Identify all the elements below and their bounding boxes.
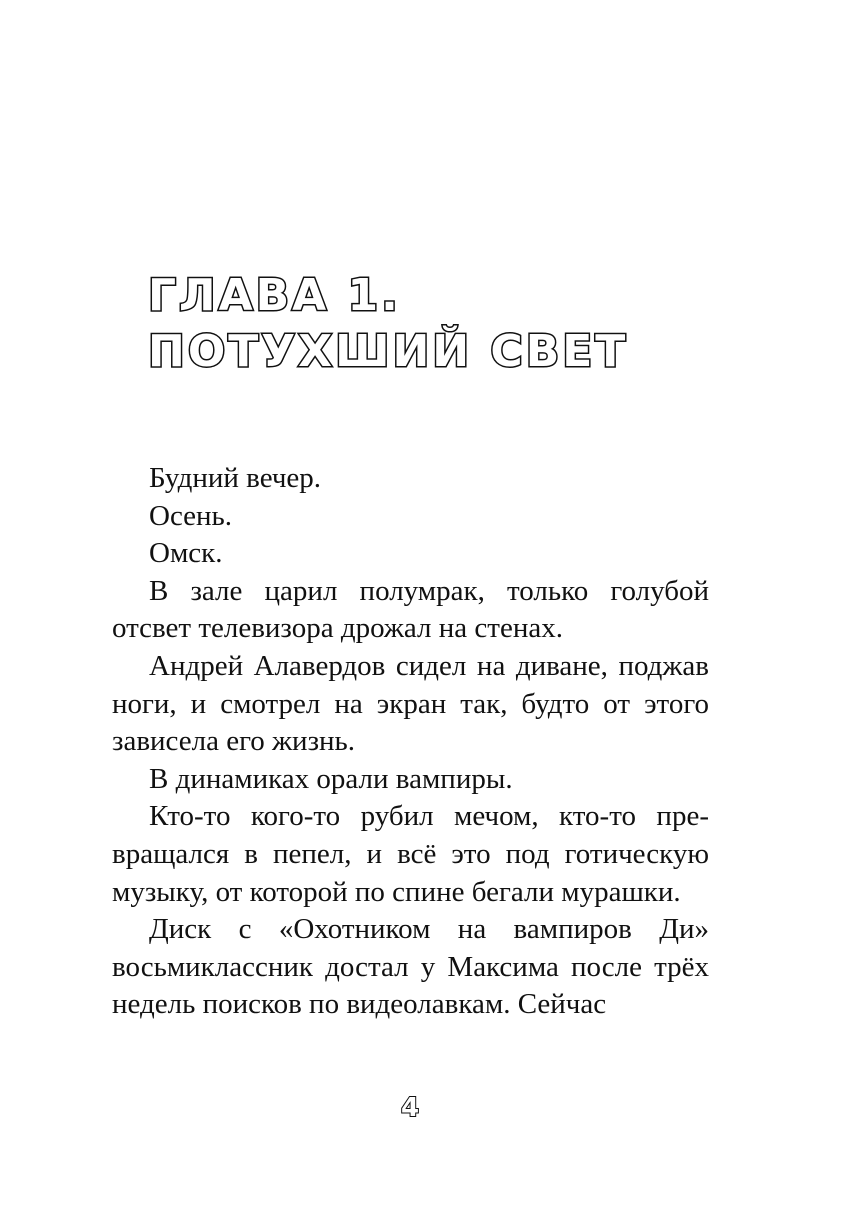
- paragraph: Диск с «Охотником на вампиров Ди» восьмиклассник достал у Максима после трёх недель поисков по видеолавкам. Сейчас: [112, 913, 709, 1021]
- paragraph: В динамиках орали вампиры.: [149, 762, 513, 795]
- chapter-title-line-1: ГЛАВА 1.: [148, 270, 401, 321]
- chapter-body: [112, 460, 709, 1024]
- chapter-title: [148, 268, 748, 380]
- paragraph: Кто-то кого-то рубил мечом, кто-то превращался в пепел, и всё это под готическую музыку, от которой по спине бегали мурашки.: [112, 800, 709, 908]
- paragraph: Осень.: [149, 499, 233, 532]
- paragraph: Андрей Алавердов сидел на диване, поджав ноги, и смотрел на экран так, будто от этого зависела его жизнь.: [112, 649, 709, 758]
- paragraph: В зале царил полумрак, только голубой отсвет телевизора дрожал на стенах.: [112, 574, 709, 645]
- chapter-title-line-2: ПОТУХШИЙ СВЕТ: [148, 326, 629, 377]
- page-number: 4: [400, 1093, 420, 1123]
- paragraph: Омск.: [149, 537, 223, 570]
- paragraph: Будний вечер.: [149, 462, 322, 494]
